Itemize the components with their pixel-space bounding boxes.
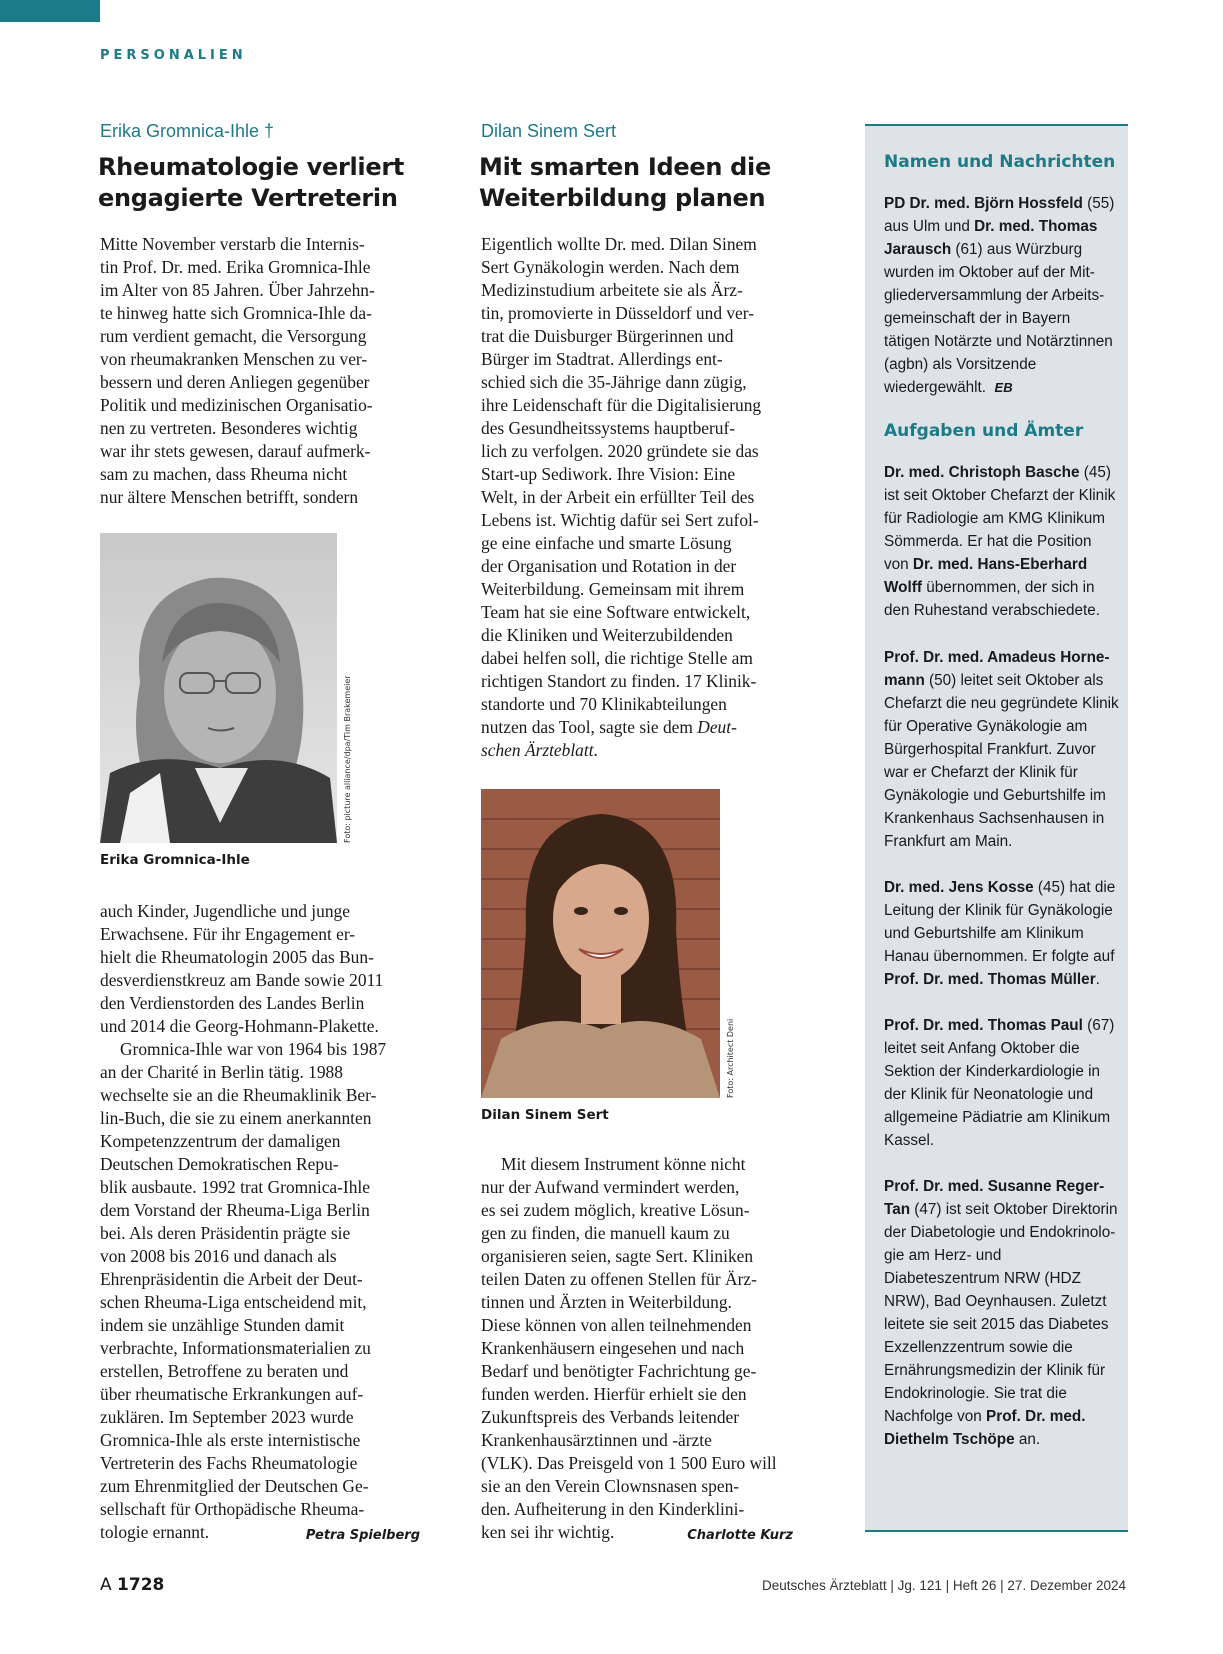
body-line: Krankenhäusern eingesehen und nach bbox=[481, 1338, 745, 1358]
body-line: ken sei ihr wichtig. bbox=[481, 1522, 615, 1542]
body-line: nen zu vertreten. Besonderes wichtig bbox=[100, 418, 358, 438]
body-line: hielt die Rheumatologin 2005 das Bun- bbox=[100, 947, 374, 967]
article1-author: Petra Spielberg bbox=[305, 1528, 420, 1543]
body-line: Lebens ist. Wichtig dafür sei Sert zufol- bbox=[481, 510, 759, 530]
body-line: es sei zudem möglich, kreative Lösun- bbox=[481, 1200, 750, 1220]
body-line: tin Prof. Dr. med. Erika Gromnica-Ihle bbox=[100, 257, 371, 277]
body-line: dabei helfen soll, die richtige Stelle am bbox=[481, 648, 753, 668]
body-line: Erwachsene. Für ihr Engagement er- bbox=[100, 924, 356, 944]
body-last-line bbox=[481, 1521, 793, 1544]
body-line: Zukunftspreis des Verbands leitender bbox=[481, 1407, 740, 1427]
body-line: zum Ehrenmitglied der Deutschen Ge- bbox=[100, 1476, 369, 1496]
article2-headline bbox=[479, 152, 839, 214]
page-prefix: A bbox=[100, 1575, 112, 1595]
sidebar-title-aufgaben: Aufgaben und Ämter bbox=[884, 421, 1084, 441]
body-line: bessern und deren Anliegen gegenüber bbox=[100, 372, 370, 392]
body-line: te hinweg hatte sich Gromnica-Ihle da- bbox=[100, 303, 372, 323]
article2-photo-credit: Foto: Architect Deni bbox=[726, 1018, 735, 1098]
body-line: Bedarf und benötigter Fachrichtung ge- bbox=[481, 1361, 757, 1381]
article2-author: Charlotte Kurz bbox=[687, 1528, 793, 1543]
body-line: Ehrenpräsidentin die Arbeit der Deut- bbox=[100, 1269, 363, 1289]
body-line: desverdienstkreuz am Bande sowie 2011 bbox=[100, 970, 384, 990]
article2-headline-line1: Mit smarten Ideen die bbox=[479, 153, 771, 181]
body-line: tologie ernannt. bbox=[100, 1522, 210, 1542]
body-line: die Kliniken und Weiterzubildenden bbox=[481, 625, 733, 645]
body-line: tin, promovierte in Düsseldorf und ver- bbox=[481, 303, 755, 323]
body-line: den. Aufheiterung in den Kinderklini- bbox=[481, 1499, 745, 1519]
article2-caption: Dilan Sinem Sert bbox=[481, 1107, 609, 1123]
body-line: Krankenhausärztinnen und -ärzte bbox=[481, 1430, 712, 1450]
body-line: Gromnica-Ihle war von 1964 bis 1987 bbox=[120, 1039, 387, 1059]
body-line: organisieren seien, sagte Sert. Kliniken bbox=[481, 1246, 754, 1266]
body-line: nur der Aufwand vermindert werden, bbox=[481, 1177, 740, 1197]
body-line: Eigentlich wollte Dr. med. Dilan Sinem bbox=[481, 234, 757, 254]
sidebar-entry-hossfeld: PD Dr. med. Björn Hossfeld (55) aus Ulm und Dr. med. Thomas Jarausch (61) aus Würzburg wurden im Oktober auf der Mitgliederversammlung der Arbeitsgemeinschaft der in Bayern tätigen Notärzte und Notärztinnen (agbn) als Vorsitzende wiedergewählt. EB bbox=[884, 195, 1115, 396]
body-line: Mitte November verstarb die Internis- bbox=[100, 234, 365, 254]
body-line: sellschaft für Orthopädische Rheuma- bbox=[100, 1499, 365, 1519]
body-line: nur ältere Menschen betrifft, sondern bbox=[100, 487, 359, 507]
article1-body-bottom bbox=[100, 900, 420, 1547]
body-line: standorte und 70 Klinikabteilungen bbox=[481, 694, 727, 714]
article2-photo bbox=[481, 789, 720, 1098]
article1-photo-credit: Foto: picture alliance/dpa/Tim Brakemeier bbox=[343, 675, 352, 843]
body-line: dem Vorstand der Rheuma-Liga Berlin bbox=[100, 1200, 370, 1220]
body-line: sie an den Verein Clownsnasen spen- bbox=[481, 1476, 740, 1496]
body-line: indem sie unzählige Stunden damit bbox=[100, 1315, 345, 1335]
body-line: der Organisation und Rotation in der bbox=[481, 556, 737, 576]
body-line: Start-up Sediwork. Ihre Vision: Eine bbox=[481, 464, 736, 484]
body-line: lich zu verfolgen. 2020 gründete sie das bbox=[481, 441, 759, 461]
body-line: sam zu machen, dass Rheuma nicht bbox=[100, 464, 348, 484]
article1-photo bbox=[100, 533, 337, 843]
body-line: Politik und medizinischen Organisatio- bbox=[100, 395, 373, 415]
body-line: tinnen und Ärzten in Weiterbildung. bbox=[481, 1292, 732, 1312]
body-line: über rheumatische Erkrankungen auf- bbox=[100, 1384, 364, 1404]
body-line: blik ausbaute. 1992 trat Gromnica-Ihle bbox=[100, 1177, 370, 1197]
body-line: Sert Gynäkologin werden. Nach dem bbox=[481, 257, 740, 277]
body-line: ge eine einfache und smarte Lösung bbox=[481, 533, 732, 553]
journal-info: Deutsches Ärzteblatt | Jg. 121 | Heft 26 | 27. Dezember 2024 bbox=[762, 1578, 1126, 1593]
page-number-value: 1728 bbox=[117, 1575, 165, 1595]
corner-accent-bar bbox=[0, 0, 100, 22]
section-label: PERSONALIEN bbox=[100, 48, 247, 63]
body-line: teilen Daten zu offenen Stellen für Ärz- bbox=[481, 1269, 757, 1289]
body-line: Welt, in der Arbeit ein erfüllter Teil des bbox=[481, 487, 755, 507]
article2-body-bottom bbox=[481, 1153, 793, 1547]
body-line: auch Kinder, Jugendliche und junge bbox=[100, 901, 350, 921]
body-line: Weiterbildung. Gemeinsam mit ihrem bbox=[481, 579, 745, 599]
body-last-line bbox=[100, 1521, 420, 1544]
italic-source: Deut- bbox=[697, 717, 737, 737]
body-line: Team hat sie eine Software entwickelt, bbox=[481, 602, 751, 622]
body-line: den Verdienstorden des Landes Berlin bbox=[100, 993, 365, 1013]
body-line: verbrachte, Informationsmaterialien zu bbox=[100, 1338, 371, 1358]
body-line: Kompetenzzentrum der damaligen bbox=[100, 1131, 341, 1151]
body-line: rum verdient gemacht, die Versorgung bbox=[100, 326, 367, 346]
sidebar-entry-paul: Prof. Dr. med. Thomas Paul (67) leitet seit Anfang Oktober die Sektion der Kinderkardiologie in der Klinik für Neonatologie und allgemeine Pädiatrie am Klinikum Kassel. bbox=[884, 1017, 1115, 1149]
page-number bbox=[100, 1575, 164, 1595]
body-line: richtigen Standort zu finden. 17 Klinik- bbox=[481, 671, 757, 691]
body-line: von rheumakranken Menschen zu ver- bbox=[100, 349, 368, 369]
body-line: Bürger im Stadtrat. Allerdings ent- bbox=[481, 349, 723, 369]
portrait-image bbox=[100, 533, 337, 843]
article1-headline-line1: Rheumatologie verliert bbox=[98, 153, 405, 181]
body-line: schen Rheuma-Liga entscheidend mit, bbox=[100, 1292, 367, 1312]
body-line: und 2014 die Georg-Hohmann-Plakette. bbox=[100, 1016, 379, 1036]
article1-caption: Erika Gromnica-Ihle bbox=[100, 852, 250, 868]
sidebar-box bbox=[865, 124, 1128, 1532]
body-line: funden werden. Hierfür erhielt sie den bbox=[481, 1384, 747, 1404]
sidebar-entry-basche: Dr. med. Christoph Basche (45) ist seit Oktober Chefarzt der Klinik für Radiologie am KMG Klinikum Sömmerda. Er hat die Position von Dr. med. Hans-Eberhard Wolff übernommen, der sich in den Ruhestand verabschiedete. bbox=[884, 464, 1116, 619]
article1-headline bbox=[98, 152, 458, 214]
sidebar-entry-hornemann: Prof. Dr. med. Amadeus Hornemann (50) leitet seit Oktober als Chefarzt die neu gegründete Klinik für Operative Gynäkologie am Bürgerhospital Frankfurt. Zuvor war er Chefarzt der Klinik für Gynäkologie und Geburtshilfe im Krankenhaus Sachsenhausen in Frankfurt am Main. bbox=[884, 649, 1119, 850]
body-line: Gromnica-Ihle als erste internistische bbox=[100, 1430, 361, 1450]
article1-body-top bbox=[100, 233, 420, 509]
body-line: Deutschen Demokratischen Repu- bbox=[100, 1154, 339, 1174]
portrait-image bbox=[481, 789, 720, 1098]
body-line: lin-Buch, die sie zu einem anerkannten bbox=[100, 1108, 372, 1128]
body-line: des Gesundheitssystems hauptberuf- bbox=[481, 418, 736, 438]
body-line: wechselte sie an die Rheumaklinik Ber- bbox=[100, 1085, 377, 1105]
body-line: Vertreterin des Fachs Rheumatologie bbox=[100, 1453, 358, 1473]
body-line: Diese können von allen teilnehmenden bbox=[481, 1315, 752, 1335]
body-line: von 2008 bis 2016 und danach als bbox=[100, 1246, 337, 1266]
article2-kicker: Dilan Sinem Sert bbox=[481, 121, 617, 141]
body-line: war ihr stets gewesen, darauf aufmerk- bbox=[100, 441, 371, 461]
sidebar-title-namen: Namen und Nachrichten bbox=[884, 152, 1116, 172]
body-line: (VLK). Das Preisgeld von 1 500 Euro will bbox=[481, 1453, 777, 1473]
body-line: erstellen, Betroffene zu beraten und bbox=[100, 1361, 349, 1381]
body-line: ihre Leidenschaft für die Digitalisierung bbox=[481, 395, 762, 415]
body-line: trat die Duisburger Bürgerinnen und bbox=[481, 326, 734, 346]
article2-headline-line2: Weiterbildung planen bbox=[479, 184, 766, 212]
sidebar-entry-kosse: Dr. med. Jens Kosse (45) hat die Leitung der Klinik für Gynäkologie und Geburtshilfe am Klinikum Hanau übernommen. Er folgte auf Prof. Dr. med. Thomas Müller. bbox=[884, 879, 1116, 988]
italic-source: schen Ärzteblatt bbox=[481, 740, 594, 760]
article1-headline-line2: engagierte Vertreterin bbox=[98, 184, 398, 212]
body-line: bei. Als deren Präsidentin prägte sie bbox=[100, 1223, 351, 1243]
body-line: Mit diesem Instrument könne nicht bbox=[501, 1154, 746, 1174]
body-line: gen zu finden, die manuell kaum zu bbox=[481, 1223, 730, 1243]
body-line: an der Charité in Berlin tätig. 1988 bbox=[100, 1062, 343, 1082]
sidebar-entry-reger-tan: Prof. Dr. med. Susanne Reger-Tan (47) ist seit Oktober Direktorin der Diabetologie und Endokrinologie am Herz- und Diabeteszentrum NRW (HDZ NRW), Bad Oeynhausen. Zuletzt leitete sie seit 2015 das Diabetes Exzellenzzentrum sowie die Ernährungsmedizin der Klinik für Endokrinologie. Sie trat die Nachfolge von Prof. Dr. med. Diethelm Tschöpe an. bbox=[884, 1178, 1118, 1448]
body-line: Medizinstudium arbeitete sie als Ärz- bbox=[481, 280, 743, 300]
article2-body-top bbox=[481, 233, 811, 762]
body-line: schen Ärzteblatt. bbox=[481, 740, 598, 760]
body-line: im Alter von 85 Jahren. Über Jahrzehn- bbox=[100, 280, 375, 300]
body-line: zuklären. Im September 2023 wurde bbox=[100, 1407, 354, 1427]
article1-kicker: Erika Gromnica-Ihle † bbox=[100, 121, 275, 141]
body-line: schied sich die 35-Jährige dann zügig, bbox=[481, 372, 747, 392]
body-line-text: nutzen das Tool, sagte sie dem bbox=[481, 717, 698, 737]
body-line bbox=[481, 716, 811, 739]
sidebar-eb-initials: EB bbox=[994, 380, 1013, 395]
